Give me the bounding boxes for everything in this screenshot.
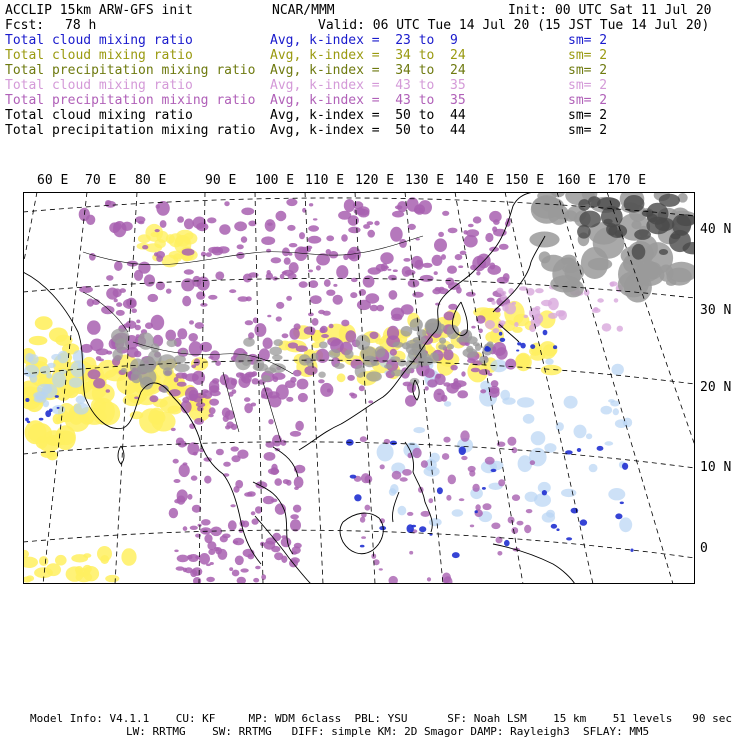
field-smoothing: sm= 2: [568, 63, 608, 78]
longitude-label: 160 E: [557, 173, 597, 188]
field-name: Total cloud mixing ratio: [5, 48, 193, 63]
field-name: Total cloud mixing ratio: [5, 33, 193, 48]
latitude-label: 20 N: [700, 380, 732, 395]
field-avg-range: Avg, k-index = 43 to 35: [270, 93, 466, 108]
valid-time: Valid: 06 UTC Tue 14 Jul 20 (15 JST Tue 14 Jul 20): [318, 18, 710, 33]
forecast-label: Fcst:: [5, 18, 45, 33]
forecast-map: [23, 192, 695, 584]
field-avg-range: Avg, k-index = 50 to 44: [270, 108, 466, 123]
longitude-label: 70 E: [85, 173, 117, 188]
field-smoothing: sm= 2: [568, 48, 608, 63]
field-name: Total precipitation mixing ratio: [5, 63, 256, 78]
model-title: ACCLIP 15km ARW-GFS init: [5, 3, 193, 18]
longitude-label: 120 E: [355, 173, 395, 188]
longitude-label: 140 E: [455, 173, 495, 188]
latitude-label: 0: [700, 541, 708, 556]
latitude-label: 40 N: [700, 222, 732, 237]
field-name: Total cloud mixing ratio: [5, 108, 193, 123]
field-avg-range: Avg, k-index = 50 to 44: [270, 123, 466, 138]
longitude-label: 90 E: [205, 173, 237, 188]
field-name: Total precipitation mixing ratio: [5, 123, 256, 138]
forecast-hour: 78 h: [65, 18, 97, 33]
model-info-line1: Model Info: V4.1.1 CU: KF MP: WDM 6class PBL: YSU SF: Noah LSM 15 km 51 levels 90 sec: [30, 712, 732, 725]
field-avg-range: Avg, k-index = 34 to 24: [270, 63, 466, 78]
longitude-label: 100 E: [255, 173, 295, 188]
field-avg-range: Avg, k-index = 43 to 35: [270, 78, 466, 93]
field-smoothing: sm= 2: [568, 93, 608, 108]
longitude-label: 150 E: [505, 173, 545, 188]
organization-label: NCAR/MMM: [272, 3, 335, 18]
longitude-label: 170 E: [607, 173, 647, 188]
longitude-label: 110 E: [305, 173, 345, 188]
field-smoothing: sm= 2: [568, 33, 608, 48]
field-name: Total cloud mixing ratio: [5, 78, 193, 93]
field-smoothing: sm= 2: [568, 108, 608, 123]
field-avg-range: Avg, k-index = 34 to 24: [270, 48, 466, 63]
latitude-label: 30 N: [700, 303, 732, 318]
init-time: Init: 00 UTC Sat 11 Jul 20: [508, 3, 712, 18]
field-avg-range: Avg, k-index = 23 to 9: [270, 33, 458, 48]
longitude-label: 130 E: [405, 173, 445, 188]
longitude-label: 60 E: [37, 173, 69, 188]
field-smoothing: sm= 2: [568, 78, 608, 93]
latitude-label: 10 N: [700, 460, 732, 475]
model-info-line2: LW: RRTMG SW: RRTMG DIFF: simple KM: 2D Smagor DAMP: Rayleigh3 SFLAY: MM5: [126, 725, 650, 738]
field-smoothing: sm= 2: [568, 123, 608, 138]
field-name: Total precipitation mixing ratio: [5, 93, 256, 108]
longitude-label: 80 E: [135, 173, 167, 188]
